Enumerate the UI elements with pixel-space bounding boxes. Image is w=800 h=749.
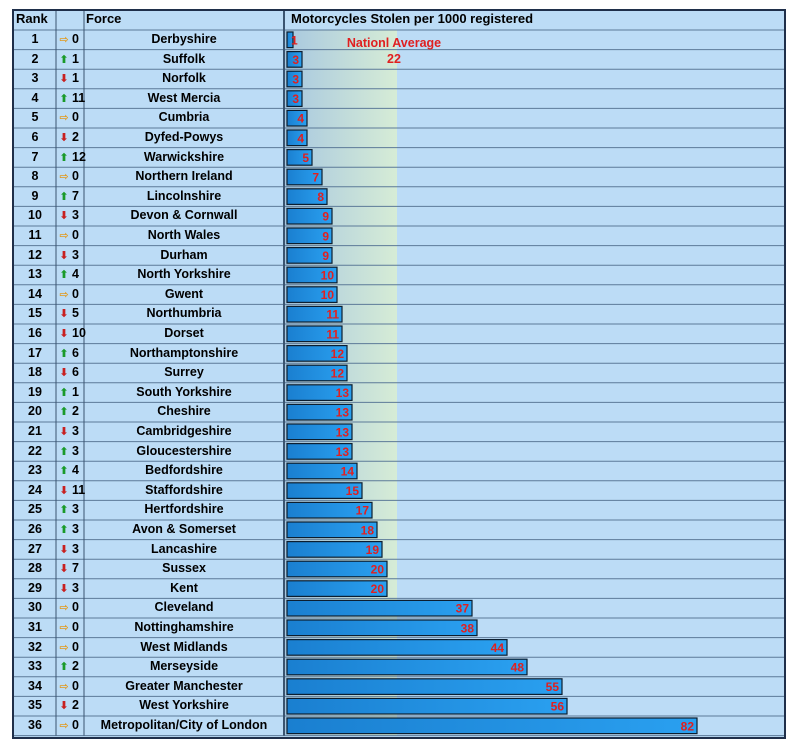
bar-label-14: 10 bbox=[320, 288, 334, 303]
force-cell: West Yorkshire bbox=[139, 698, 229, 713]
change-value: 11 bbox=[72, 482, 86, 497]
table-row bbox=[14, 206, 784, 226]
force-cell: Cumbria bbox=[158, 110, 210, 125]
rank-cell: 8 bbox=[31, 169, 39, 184]
table-row bbox=[14, 246, 784, 266]
rank-cell: 18 bbox=[28, 365, 42, 380]
arrow-up-icon: ⬆ bbox=[59, 465, 69, 478]
table-row bbox=[14, 344, 784, 364]
bar-label-36: 82 bbox=[680, 719, 694, 734]
bar-label-16: 11 bbox=[326, 327, 339, 342]
bar-label-3: 3 bbox=[292, 72, 299, 87]
bar-label-9: 8 bbox=[317, 190, 324, 205]
rank-cell: 5 bbox=[31, 110, 39, 125]
force-cell: Avon & Somerset bbox=[132, 522, 236, 536]
table-row bbox=[14, 30, 784, 50]
bar-label-27: 19 bbox=[365, 542, 379, 557]
arrow-down-icon: ⬇ bbox=[59, 426, 69, 438]
change-value: 3 bbox=[72, 522, 79, 536]
rank-cell: 16 bbox=[28, 326, 42, 340]
bar-label-25: 17 bbox=[355, 503, 369, 518]
table-row bbox=[14, 598, 784, 618]
change-value: 1 bbox=[72, 71, 79, 86]
change-value: 10 bbox=[72, 326, 86, 340]
bar-label-21: 13 bbox=[335, 425, 349, 440]
force-cell: Sussex bbox=[162, 561, 206, 576]
rank-cell: 36 bbox=[28, 718, 42, 732]
bar-label-2: 3 bbox=[292, 52, 299, 67]
rank-cell: 14 bbox=[28, 286, 42, 301]
rank-cell: 29 bbox=[28, 580, 42, 595]
arrow-down-icon: ⬇ bbox=[59, 484, 69, 497]
change-value: 2 bbox=[72, 130, 79, 144]
force-cell: Cambridgeshire bbox=[136, 424, 232, 438]
bar-label-30: 37 bbox=[455, 601, 469, 616]
table-row bbox=[14, 442, 784, 462]
arrow-down-icon: ⬇ bbox=[59, 73, 69, 86]
table-row bbox=[14, 422, 784, 442]
bar-label-28: 20 bbox=[370, 562, 384, 577]
arrow-down-icon: ⬇ bbox=[59, 249, 69, 262]
arrow-up-icon: ⬆ bbox=[59, 190, 69, 203]
arrow-right-icon: ⇨ bbox=[59, 171, 69, 184]
table-row bbox=[14, 383, 784, 403]
change-value: 3 bbox=[72, 247, 79, 262]
table-row bbox=[14, 677, 784, 697]
bar-label-34: 55 bbox=[545, 680, 559, 695]
arrow-up-icon: ⬆ bbox=[59, 53, 69, 66]
force-cell: Devon & Cornwall bbox=[130, 208, 238, 223]
bar-label-33: 48 bbox=[510, 660, 524, 675]
arrow-down-icon: ⬇ bbox=[59, 328, 69, 340]
change-value: 11 bbox=[72, 90, 86, 105]
force-cell: Derbyshire bbox=[151, 32, 217, 46]
rank-cell: 6 bbox=[31, 130, 39, 144]
table-row bbox=[14, 638, 784, 658]
arrow-up-icon: ⬆ bbox=[59, 445, 69, 458]
national-average-label: Nationl Average bbox=[346, 36, 442, 50]
rank-cell: 11 bbox=[28, 228, 42, 242]
rank-cell: 9 bbox=[31, 188, 39, 203]
force-cell: Gloucestershire bbox=[136, 443, 232, 458]
table-row bbox=[14, 128, 784, 148]
bar-label-17: 12 bbox=[330, 346, 344, 361]
table-row bbox=[14, 559, 784, 579]
change-value: 0 bbox=[72, 600, 79, 615]
force-cell: Gwent bbox=[164, 286, 204, 301]
change-value: 3 bbox=[72, 424, 79, 438]
change-value: 1 bbox=[72, 51, 79, 66]
force-cell: Dorset bbox=[164, 326, 204, 340]
rank-cell: 24 bbox=[28, 482, 42, 497]
rank-cell: 23 bbox=[28, 463, 42, 478]
change-value: 6 bbox=[72, 365, 79, 380]
rank-cell: 20 bbox=[28, 404, 42, 419]
table-row bbox=[14, 402, 784, 422]
rank-cell: 28 bbox=[28, 561, 42, 576]
bar-label-29: 20 bbox=[370, 582, 384, 597]
table-row bbox=[14, 618, 784, 638]
force-cell: Hertfordshire bbox=[144, 502, 224, 517]
table-row bbox=[14, 540, 784, 560]
change-value: 3 bbox=[72, 208, 79, 223]
force-cell: Warwickshire bbox=[143, 149, 225, 164]
arrow-up-icon: ⬆ bbox=[59, 347, 69, 360]
arrow-up-icon: ⬆ bbox=[59, 269, 69, 282]
bar-label-35: 56 bbox=[550, 699, 564, 714]
force-cell: Cheshire bbox=[157, 404, 211, 419]
force-cell: Northamptonshire bbox=[129, 345, 239, 360]
table-row bbox=[14, 696, 784, 716]
table-row bbox=[14, 363, 784, 383]
bar-label-24: 15 bbox=[345, 484, 359, 499]
force-cell: Surrey bbox=[164, 365, 204, 380]
arrow-up-icon: ⬆ bbox=[59, 386, 69, 399]
arrow-up-icon: ⬆ bbox=[59, 504, 69, 517]
rank-cell: 30 bbox=[28, 600, 42, 615]
change-value: 0 bbox=[72, 32, 79, 46]
table-row bbox=[14, 461, 784, 481]
bar-label-18: 12 bbox=[330, 366, 344, 381]
force-cell: South Yorkshire bbox=[136, 384, 232, 399]
bar-label-19: 13 bbox=[335, 386, 349, 401]
bar-label-4: 3 bbox=[292, 92, 299, 107]
force-cell: West Mercia bbox=[147, 90, 221, 105]
header-metric: Motorcycles Stolen per 1000 registered bbox=[291, 11, 534, 26]
table-row bbox=[14, 69, 784, 89]
rank-cell: 35 bbox=[28, 698, 42, 713]
national-average-value: 22 bbox=[387, 52, 401, 66]
arrow-down-icon: ⬇ bbox=[59, 367, 69, 380]
table-row bbox=[14, 187, 784, 207]
table-row bbox=[14, 148, 784, 168]
change-value: 3 bbox=[72, 541, 79, 556]
change-value: 7 bbox=[72, 561, 79, 576]
bar-label-31: 38 bbox=[460, 621, 474, 636]
change-value: 0 bbox=[72, 169, 79, 184]
change-value: 0 bbox=[72, 718, 79, 732]
rank-cell: 34 bbox=[28, 678, 42, 693]
force-cell: Norfolk bbox=[162, 71, 206, 86]
rank-cell: 3 bbox=[31, 71, 39, 86]
arrow-down-icon: ⬇ bbox=[59, 132, 69, 144]
arrow-down-icon: ⬇ bbox=[59, 700, 69, 713]
change-value: 4 bbox=[72, 267, 79, 282]
arrow-right-icon: ⇨ bbox=[59, 288, 69, 301]
force-cell: Nottinghamshire bbox=[134, 620, 234, 634]
rank-cell: 10 bbox=[28, 208, 42, 223]
table-row bbox=[14, 226, 784, 246]
rank-cell: 19 bbox=[28, 384, 42, 399]
force-cell: North Wales bbox=[147, 228, 221, 242]
bar-label-5: 4 bbox=[297, 111, 304, 126]
force-cell: Kent bbox=[170, 580, 198, 595]
table-row bbox=[14, 324, 784, 344]
change-value: 7 bbox=[72, 188, 79, 203]
header-rank: Rank bbox=[16, 11, 48, 26]
bar-label-32: 44 bbox=[490, 640, 504, 655]
table-row bbox=[14, 50, 784, 70]
arrow-right-icon: ⇨ bbox=[59, 622, 69, 634]
change-value: 2 bbox=[72, 404, 79, 419]
force-cell: West Midlands bbox=[140, 639, 228, 654]
table-row bbox=[14, 500, 784, 520]
table-row bbox=[14, 579, 784, 599]
bar-label-13: 10 bbox=[320, 268, 334, 283]
bar-label-11: 9 bbox=[322, 229, 329, 244]
bar-label-12: 9 bbox=[322, 248, 329, 263]
force-cell: Staffordshire bbox=[145, 482, 223, 497]
change-value: 6 bbox=[72, 345, 79, 360]
table-row bbox=[14, 265, 784, 285]
rank-cell: 4 bbox=[31, 90, 39, 105]
force-cell: North Yorkshire bbox=[137, 267, 231, 282]
table-row bbox=[14, 89, 784, 109]
force-cell: Merseyside bbox=[149, 659, 219, 674]
arrow-up-icon: ⬆ bbox=[59, 524, 69, 536]
change-value: 0 bbox=[72, 678, 79, 693]
change-value: 0 bbox=[72, 228, 79, 242]
bar-label-6: 4 bbox=[297, 131, 304, 146]
arrow-right-icon: ⇨ bbox=[59, 680, 69, 693]
rank-cell: 17 bbox=[28, 345, 42, 360]
rank-cell: 22 bbox=[28, 443, 42, 458]
table-row bbox=[14, 481, 784, 501]
force-cell: Northumbria bbox=[146, 306, 222, 321]
arrow-right-icon: ⇨ bbox=[59, 34, 69, 46]
force-cell: Lincolnshire bbox=[146, 188, 222, 203]
rank-cell: 32 bbox=[28, 639, 42, 654]
force-cell: Suffolk bbox=[162, 51, 206, 66]
change-value: 4 bbox=[72, 463, 79, 478]
rank-cell: 31 bbox=[28, 620, 42, 634]
header-force: Force bbox=[86, 11, 122, 26]
rank-cell: 12 bbox=[28, 247, 42, 262]
bar-label-10: 9 bbox=[322, 209, 329, 224]
arrow-right-icon: ⇨ bbox=[59, 641, 69, 654]
arrow-down-icon: ⬇ bbox=[59, 543, 69, 556]
force-cell: Lancashire bbox=[150, 541, 217, 556]
force-cell: Dyfed-Powys bbox=[144, 130, 224, 144]
force-cell: Cleveland bbox=[154, 600, 214, 615]
bar-label-22: 13 bbox=[335, 444, 349, 459]
bar-label-20: 13 bbox=[335, 405, 349, 420]
table-row bbox=[14, 716, 784, 736]
table-row bbox=[14, 108, 784, 128]
force-cell: Metropolitan/City of London bbox=[100, 718, 268, 732]
change-value: 3 bbox=[72, 443, 79, 458]
bar-label-7: 5 bbox=[302, 150, 309, 165]
table-row bbox=[14, 285, 784, 305]
force-cell: Bedfordshire bbox=[145, 463, 223, 478]
arrow-right-icon: ⇨ bbox=[59, 230, 69, 242]
table-row bbox=[14, 520, 784, 540]
rank-cell: 21 bbox=[28, 424, 42, 438]
arrow-down-icon: ⬇ bbox=[59, 563, 69, 576]
change-value: 3 bbox=[72, 502, 79, 517]
table-row bbox=[14, 657, 784, 677]
rank-cell: 7 bbox=[31, 149, 39, 164]
change-value: 0 bbox=[72, 620, 79, 634]
change-value: 1 bbox=[72, 384, 79, 399]
arrow-down-icon: ⬇ bbox=[59, 308, 69, 321]
arrow-right-icon: ⇨ bbox=[59, 112, 69, 125]
rank-cell: 1 bbox=[31, 32, 39, 46]
change-value: 0 bbox=[72, 639, 79, 654]
bar-label-8: 7 bbox=[312, 170, 319, 185]
change-value: 2 bbox=[72, 698, 79, 713]
change-value: 5 bbox=[72, 306, 79, 321]
bar-label-23: 14 bbox=[340, 464, 354, 479]
table-row bbox=[14, 304, 784, 324]
bar-label-1: 1 bbox=[291, 33, 298, 48]
rank-cell: 25 bbox=[28, 502, 42, 517]
arrow-up-icon: ⬆ bbox=[59, 151, 69, 164]
force-cell: Greater Manchester bbox=[125, 678, 243, 693]
table-row bbox=[14, 167, 784, 187]
arrow-up-icon: ⬆ bbox=[59, 661, 69, 674]
change-value: 12 bbox=[72, 149, 86, 164]
force-cell: Durham bbox=[160, 247, 208, 262]
arrow-down-icon: ⬇ bbox=[59, 582, 69, 595]
rank-cell: 2 bbox=[31, 51, 39, 66]
rank-cell: 33 bbox=[28, 659, 42, 674]
change-value: 0 bbox=[72, 110, 79, 125]
change-value: 0 bbox=[72, 286, 79, 301]
rank-cell: 13 bbox=[28, 267, 42, 282]
arrow-right-icon: ⇨ bbox=[59, 720, 69, 732]
change-value: 2 bbox=[72, 659, 79, 674]
rank-cell: 26 bbox=[28, 522, 42, 536]
arrow-down-icon: ⬇ bbox=[59, 210, 69, 223]
arrow-up-icon: ⬆ bbox=[59, 406, 69, 419]
force-cell: Northern Ireland bbox=[135, 169, 233, 184]
rank-cell: 15 bbox=[28, 306, 42, 321]
arrow-up-icon: ⬆ bbox=[59, 92, 69, 105]
bar-label-26: 18 bbox=[360, 523, 374, 538]
rank-cell: 27 bbox=[28, 541, 42, 556]
change-value: 3 bbox=[72, 580, 79, 595]
arrow-right-icon: ⇨ bbox=[59, 602, 69, 615]
bar-label-15: 11 bbox=[326, 307, 339, 322]
